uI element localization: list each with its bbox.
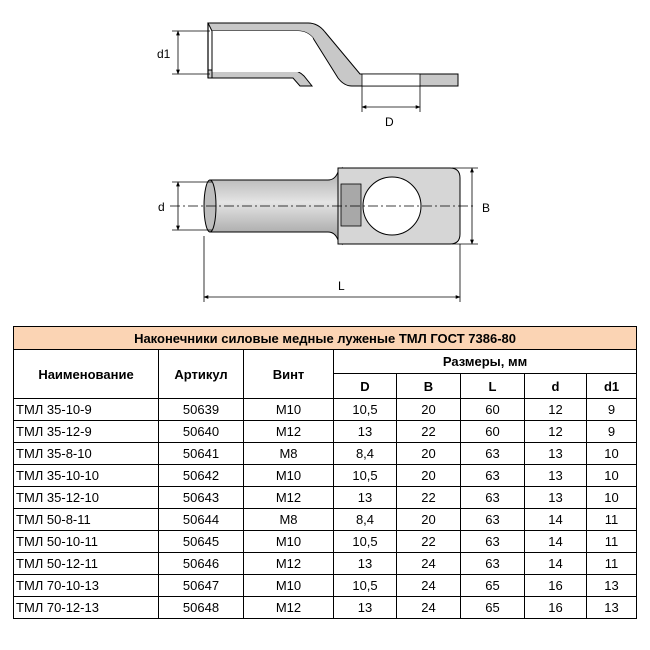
table-row — [14, 487, 637, 509]
cell-d: 13 — [334, 553, 397, 575]
cell-d1: 11 — [587, 553, 637, 575]
table-row — [14, 553, 637, 575]
cell-article: 50648 — [159, 597, 244, 619]
cell-screw: M10 — [244, 575, 334, 597]
cell-article: 50639 — [159, 399, 244, 421]
cell-article: 50643 — [159, 487, 244, 509]
cell-article: 50640 — [159, 421, 244, 443]
header-d1: d1 — [587, 374, 637, 399]
cell-l: 60 — [461, 399, 525, 421]
D-label: D — [385, 115, 394, 129]
table-row — [14, 465, 637, 487]
cell-l: 65 — [461, 597, 525, 619]
cell-d: 13 — [525, 443, 587, 465]
cell-d: 12 — [525, 421, 587, 443]
cell-article: 50647 — [159, 575, 244, 597]
cell-l: 63 — [461, 531, 525, 553]
cell-l: 63 — [461, 509, 525, 531]
cell-d: 13 — [334, 487, 397, 509]
header-B: B — [397, 374, 461, 399]
cell-l: 63 — [461, 553, 525, 575]
cell-screw: M12 — [244, 597, 334, 619]
cell-name: ТМЛ 35-8-10 — [14, 443, 159, 465]
header-d: d — [525, 374, 587, 399]
table-row — [14, 575, 637, 597]
B-label: B — [482, 201, 491, 215]
cell-d: 10,5 — [334, 465, 397, 487]
cell-d1: 10 — [587, 487, 637, 509]
cell-d1: 13 — [587, 575, 637, 597]
cell-article: 50645 — [159, 531, 244, 553]
cell-d: 14 — [525, 531, 587, 553]
cell-d: 16 — [525, 575, 587, 597]
cell-b: 20 — [397, 443, 461, 465]
cell-screw: M10 — [244, 465, 334, 487]
cell-name: ТМЛ 35-10-9 — [14, 399, 159, 421]
palm-hole — [362, 74, 420, 86]
cell-b: 24 — [397, 553, 461, 575]
cell-b: 24 — [397, 575, 461, 597]
cell-d: 12 — [525, 399, 587, 421]
cell-l: 60 — [461, 421, 525, 443]
cell-d: 10,5 — [334, 399, 397, 421]
table-row — [14, 509, 637, 531]
cell-screw: M10 — [244, 399, 334, 421]
cell-article: 50646 — [159, 553, 244, 575]
table-row — [14, 443, 637, 465]
cell-name: ТМЛ 70-10-13 — [14, 575, 159, 597]
header-dimensions: Размеры, мм — [334, 350, 637, 374]
header-L: L — [461, 374, 525, 399]
spec-table — [13, 326, 637, 619]
cell-screw: M8 — [244, 509, 334, 531]
L-label: L — [338, 279, 345, 293]
table-row — [14, 399, 637, 421]
cell-l: 65 — [461, 575, 525, 597]
cell-screw: M12 — [244, 487, 334, 509]
cell-d: 13 — [334, 421, 397, 443]
table-row — [14, 597, 637, 619]
cell-d: 14 — [525, 509, 587, 531]
cell-d1: 11 — [587, 531, 637, 553]
side-view — [157, 23, 458, 129]
header-name: Наименование — [14, 350, 159, 399]
cell-name: ТМЛ 70-12-13 — [14, 597, 159, 619]
cell-name: ТМЛ 50-12-11 — [14, 553, 159, 575]
cell-screw: M12 — [244, 553, 334, 575]
cell-article: 50644 — [159, 509, 244, 531]
cell-b: 22 — [397, 421, 461, 443]
cell-d: 13 — [525, 465, 587, 487]
cell-d1: 10 — [587, 465, 637, 487]
cell-l: 63 — [461, 465, 525, 487]
cell-screw: M12 — [244, 421, 334, 443]
barrel-lower-wall — [208, 70, 312, 86]
cell-article: 50641 — [159, 443, 244, 465]
cell-d: 16 — [525, 597, 587, 619]
cell-d1: 9 — [587, 399, 637, 421]
top-view — [158, 168, 490, 302]
cell-article: 50642 — [159, 465, 244, 487]
cell-screw: M8 — [244, 443, 334, 465]
cell-d: 10,5 — [334, 531, 397, 553]
cell-name: ТМЛ 50-8-11 — [14, 509, 159, 531]
cell-d1: 13 — [587, 597, 637, 619]
cell-b: 22 — [397, 487, 461, 509]
cell-d: 13 — [525, 487, 587, 509]
cell-b: 20 — [397, 399, 461, 421]
cell-b: 20 — [397, 509, 461, 531]
cell-l: 63 — [461, 443, 525, 465]
d-label: d — [158, 200, 165, 214]
d1-label: d1 — [157, 47, 171, 61]
cell-d1: 11 — [587, 509, 637, 531]
table-row — [14, 421, 637, 443]
table-title: Наконечники силовые медные луженые ТМЛ ГОСТ 7386-80 — [14, 327, 637, 350]
header-article: Артикул — [159, 350, 244, 399]
cell-b: 22 — [397, 531, 461, 553]
cell-name: ТМЛ 35-10-10 — [14, 465, 159, 487]
cell-d: 10,5 — [334, 575, 397, 597]
cell-name: ТМЛ 35-12-9 — [14, 421, 159, 443]
table-row — [14, 531, 637, 553]
cell-l: 63 — [461, 487, 525, 509]
crimp-mark — [341, 184, 361, 226]
cell-name: ТМЛ 35-12-10 — [14, 487, 159, 509]
cell-b: 20 — [397, 465, 461, 487]
cell-d: 13 — [334, 597, 397, 619]
header-D: D — [334, 374, 397, 399]
cell-d1: 10 — [587, 443, 637, 465]
lug-technical-drawing — [0, 0, 650, 315]
cell-d: 14 — [525, 553, 587, 575]
cell-d: 8,4 — [334, 509, 397, 531]
cell-name: ТМЛ 50-10-11 — [14, 531, 159, 553]
cell-screw: M10 — [244, 531, 334, 553]
cell-d: 8,4 — [334, 443, 397, 465]
header-screw: Винт — [244, 350, 334, 399]
cell-b: 24 — [397, 597, 461, 619]
barrel-cavity — [212, 31, 313, 72]
cell-d1: 9 — [587, 421, 637, 443]
